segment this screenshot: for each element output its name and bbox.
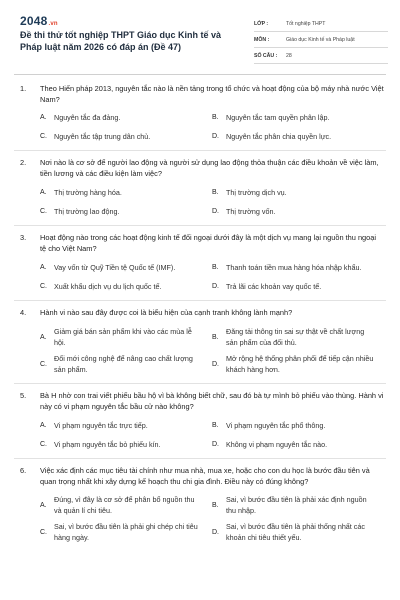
- option-text: Vi phạm nguyên tắc trực tiếp.: [54, 421, 148, 430]
- option-text: Thị trường dịch vụ.: [226, 188, 287, 197]
- answer-option-a[interactable]: [40, 420, 212, 431]
- option-letter: A.: [40, 501, 47, 509]
- logo-suffix: .vn: [48, 21, 58, 27]
- answer-option-b[interactable]: [212, 262, 384, 273]
- option-text: Đúng, vì đây là cơ sở để phân bổ nguồn thu và quản lí chi tiêu.: [54, 495, 195, 515]
- option-text: Trả lãi các khoản vay quốc tế.: [226, 282, 322, 291]
- info-row-class: [254, 16, 388, 32]
- option-text: Thị trường vốn.: [226, 207, 276, 216]
- question-item: [0, 301, 400, 375]
- option-text: Vi phạm nguyên tắc bỏ phiếu kín.: [54, 440, 161, 449]
- question-number: 4.: [20, 308, 27, 317]
- option-letter: B.: [212, 422, 219, 429]
- header-divider: [14, 74, 386, 75]
- option-letter: C.: [40, 208, 47, 215]
- answer-option-c[interactable]: [40, 131, 212, 142]
- answer-option-b[interactable]: [212, 494, 384, 516]
- answer-option-c[interactable]: [40, 521, 212, 543]
- question-number: 3.: [20, 233, 27, 242]
- question-item: [0, 226, 400, 292]
- page-title: Đề thi thử tốt nghiệp THPT Giáo dục Kinh tế và Pháp luật năm 2026 có đáp án (Đề 47): [20, 30, 222, 52]
- option-text: Sai, vì bước đầu tiên là phải ghi chép chi tiêu hàng ngày.: [54, 522, 198, 542]
- option-letter: D.: [212, 283, 219, 290]
- page-header: [0, 0, 400, 70]
- question-text: Việc xác định các mục tiêu tài chính như mua nhà, mua xe, hoặc cho con du học là bước đầu tiên và quan trọng nhất khi xây dựng kế hoạch thu chi gia đình. Điều này có đúng không?: [40, 466, 370, 486]
- option-text: Đăng tải thông tin sai sự thật về chất lượng sản phẩm của đối thủ.: [226, 327, 365, 347]
- option-text: Giảm giá bán sản phẩm khi vào các mùa lễ hội.: [54, 327, 192, 347]
- question-text: Bà H nhờ con trai viết phiếu bầu hộ vì bà không biết chữ, sau đó bà tự mình bỏ phiếu vào thùng. Hành vi này có vi phạm nguyên tắc bầu cử nào không?: [40, 391, 384, 411]
- answer-option-d[interactable]: [212, 131, 384, 142]
- option-text: Nguyên tắc tam quyền phân lập.: [226, 113, 330, 122]
- info-label: SỐ CÂU :: [254, 52, 278, 59]
- option-letter: D.: [212, 208, 219, 215]
- option-letter: D.: [212, 133, 219, 140]
- answer-option-c[interactable]: [40, 206, 212, 217]
- question-stem: [20, 83, 384, 105]
- question-item: [0, 459, 400, 543]
- question-number: 2.: [20, 158, 27, 167]
- question-stem: [20, 307, 384, 318]
- option-text: Đổi mới công nghệ để nâng cao chất lượng sản phẩm.: [54, 354, 193, 374]
- question-number: 1.: [20, 84, 27, 93]
- info-row-count: [254, 48, 388, 64]
- question-list: [0, 78, 400, 543]
- option-letter: B.: [212, 333, 219, 341]
- option-text: Thanh toán tiền mua hàng hóa nhập khẩu.: [226, 263, 362, 272]
- question-stem: [20, 465, 384, 487]
- info-value: 28: [286, 52, 292, 59]
- info-row-subject: [254, 32, 388, 48]
- option-letter: C.: [40, 441, 47, 448]
- question-text: Hoạt động nào trong các hoạt động kinh tế đối ngoại dưới đây là một dịch vụ mang lại nguồn thu ngoại tệ cho Việt Nam?: [40, 233, 377, 253]
- question-item: [0, 384, 400, 450]
- answer-option-d[interactable]: [212, 521, 384, 543]
- answer-option-b[interactable]: [212, 420, 384, 431]
- answer-option-d[interactable]: [212, 281, 384, 292]
- answer-option-a[interactable]: [40, 187, 212, 198]
- option-letter: C.: [40, 283, 47, 290]
- option-text: Sai, vì bước đầu tiên là phải thống nhất các khoản chi tiêu thiết yếu.: [226, 522, 365, 542]
- answer-option-a[interactable]: [40, 112, 212, 123]
- answer-option-d[interactable]: [212, 353, 384, 375]
- answer-option-c[interactable]: [40, 353, 212, 375]
- answer-option-a[interactable]: [40, 262, 212, 273]
- option-text: Thị trường lao động.: [54, 207, 120, 216]
- option-letter: A.: [40, 264, 47, 271]
- option-letter: A.: [40, 422, 47, 429]
- answer-option-d[interactable]: [212, 206, 384, 217]
- exam-info-table: [254, 16, 388, 64]
- question-text: Hành vi nào sau đây được coi là biểu hiện của cạnh tranh không lành mạnh?: [40, 308, 293, 317]
- answer-option-d[interactable]: [212, 439, 384, 450]
- option-letter: D.: [212, 360, 219, 368]
- answer-options: [40, 187, 384, 217]
- option-text: Mở rộng hệ thống phân phối để tiếp cận nhiều khách hàng hơn.: [226, 354, 374, 374]
- option-text: Xuất khẩu dịch vụ du lịch quốc tế.: [54, 282, 162, 291]
- option-letter: C.: [40, 360, 47, 368]
- option-letter: A.: [40, 114, 47, 121]
- option-letter: A.: [40, 189, 47, 196]
- answer-options: [40, 112, 384, 142]
- option-letter: B.: [212, 264, 219, 271]
- info-label: LỚP :: [254, 20, 269, 27]
- option-text: Vay vốn từ Quỹ Tiền tệ Quốc tế (IMF).: [54, 263, 176, 272]
- answer-option-a[interactable]: [40, 494, 212, 516]
- question-stem: [20, 390, 384, 412]
- question-text: Nơi nào là cơ sở để người lao động và người sử dụng lao động thỏa thuận các điều khoản về việc làm, tiền lương và các điều kiện làm việc?: [40, 158, 379, 178]
- option-letter: B.: [212, 501, 219, 509]
- option-letter: B.: [212, 189, 219, 196]
- option-letter: C.: [40, 133, 47, 140]
- logo-text: 2048: [20, 14, 48, 28]
- option-text: Sai, vì bước đầu tiên là phải xác định nguồn thu nhập.: [226, 495, 367, 515]
- info-label: MÔN :: [254, 36, 270, 43]
- question-text: Theo Hiến pháp 2013, nguyên tắc nào là nền tảng trong tổ chức và hoạt động của bộ máy nhà nước Việt Nam?: [40, 84, 384, 104]
- option-text: Nguyên tắc phân chia quyền lực.: [226, 132, 332, 141]
- question-item: [0, 151, 400, 217]
- answer-options: [40, 420, 384, 450]
- option-text: Nguyên tắc tập trung dân chủ.: [54, 132, 151, 141]
- option-text: Không vi phạm nguyên tắc nào.: [226, 440, 328, 449]
- answer-option-b[interactable]: [212, 326, 384, 348]
- option-letter: B.: [212, 114, 219, 121]
- answer-option-c[interactable]: [40, 281, 212, 292]
- info-value: Giáo dục Kinh tế và Pháp luật: [286, 36, 355, 43]
- site-logo[interactable]: [20, 14, 58, 28]
- answer-option-a[interactable]: [40, 326, 212, 348]
- answer-options: [40, 494, 384, 543]
- option-letter: C.: [40, 528, 47, 536]
- question-stem: [20, 232, 384, 254]
- question-stem: [20, 157, 384, 179]
- question-number: 5.: [20, 391, 27, 400]
- option-letter: D.: [212, 528, 219, 536]
- option-letter: A.: [40, 333, 47, 341]
- option-letter: D.: [212, 441, 219, 448]
- answer-options: [40, 326, 384, 375]
- option-text: Thị trường hàng hóa.: [54, 188, 122, 197]
- answer-options: [40, 262, 384, 292]
- answer-option-c[interactable]: [40, 439, 212, 450]
- answer-option-b[interactable]: [212, 112, 384, 123]
- option-text: Nguyên tắc đa đảng.: [54, 113, 121, 122]
- info-value: Tốt nghiệp THPT: [286, 20, 326, 27]
- question-number: 6.: [20, 466, 27, 475]
- question-item: [0, 78, 400, 142]
- answer-option-b[interactable]: [212, 187, 384, 198]
- option-text: Vi phạm nguyên tắc phổ thông.: [226, 421, 326, 430]
